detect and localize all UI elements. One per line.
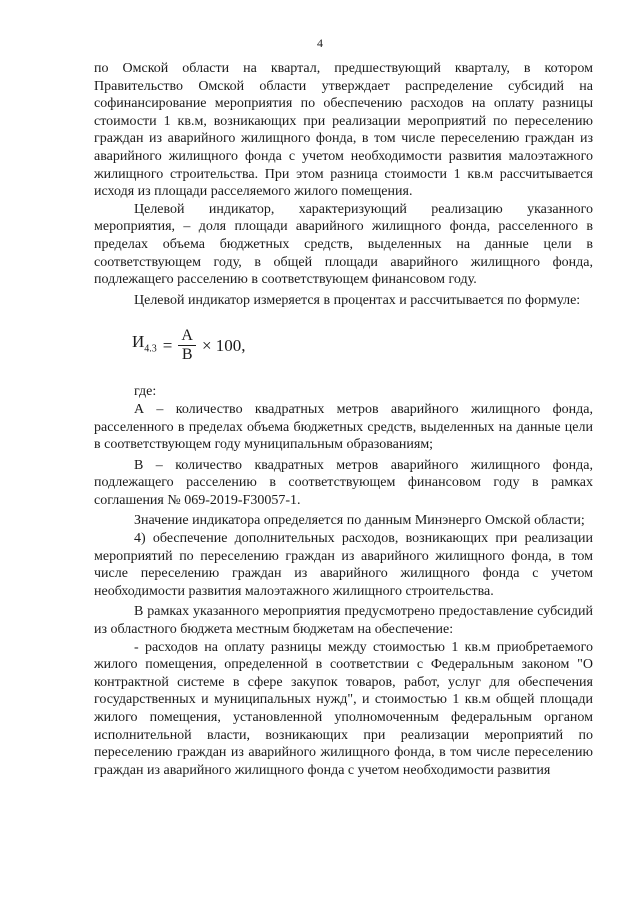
paragraph-where: где: <box>134 384 157 400</box>
formula-multiplier: × 100, <box>201 336 246 356</box>
formula-numerator: A <box>178 327 196 346</box>
paragraph-subsidies: В рамках указанного мероприятия предусмотрено предоставление субсидий из областного бюджета местным бюджетам на обеспечение: <box>94 604 593 638</box>
formula-denominator: B <box>181 346 193 364</box>
formula-variable: $И_{4.3}$ <box>132 332 157 355</box>
formula-fraction <box>178 327 196 364</box>
paragraph-indicator-measure: Целевой индикатор измеряется в процентах и рассчитывается по формуле: <box>134 292 581 308</box>
paragraph-target-indicator: Целевой индикатор, характеризующий реализацию указанного мероприятия, – доля площади аварийного жилищного фонда, расселенного в пределах объема бюджетных средств, выделенных на данные цели в соответствующем году, в общей площади аварийного жилищного фонда, подлежащего расселению в соответствующем финансовом году. <box>94 201 593 288</box>
page-number: 4 <box>317 36 323 50</box>
paragraph-continuation: по Омской области на квартал, предшествующий кварталу, в котором Правительство Омской области утверждает распределение субсидий на софинансирование мероприятия по обеспечению расходов на оплату разницы стоимости 1 кв.м, возникающих при реализации мероприятий по переселению граждан из аварийного жилищного фонда, в том числе переселению граждан из аварийного жилищного фонда с учетом необходимости развития малоэтажного жилищного строительства. При этом разница стоимости 1 кв.м рассчитывается исходя из площади расселяемого жилого помещения. <box>94 61 593 200</box>
document-body <box>94 60 593 779</box>
formula-equals: = <box>162 336 173 356</box>
formula-subscript: 4.3 <box>144 343 157 355</box>
paragraph-definition-a: А – количество квадратных метров аварийного жилищного фонда, расселенного в пределах объема бюджетных средств, выделенных на данные цели в соответствующем году муниципальным образованиям; <box>94 401 593 453</box>
paragraph-item-4: 4) обеспечение дополнительных расходов, возникающих при реализации мероприятий по переселению граждан из аварийного жилищного фонда, в том числе переселению граждан из аварийного жилищного фонда с учетом необходимости развития малоэтажного жилищного строительства. <box>94 531 593 599</box>
paragraph-indicator-source: Значение индикатора определяется по данным Минэнерго Омской области; <box>134 513 585 529</box>
paragraph-expenses-item: - расходов на оплату разницы между стоимостью 1 кв.м приобретаемого жилого помещения, определенной в соответствии с Федеральным законом "О контрактной системе в сфере закупок товаров, работ, услуг для обеспечения государственных и муниципальных нужд", и стоимостью 1 кв.м общей площади жилого помещения, установленной уполномоченным федеральным органом исполнительной власти, возникающих при реализации мероприятий по переселению граждан из аварийного жилищного фонда, в том числе переселению граждан из аварийного жилищного фонда с учетом необходимости развития <box>94 639 593 778</box>
formula-block <box>94 309 593 383</box>
paragraph-definition-b: В – количество квадратных метров аварийного жилищного фонда, подлежащего расселению в соответствующем финансовом году в рамках соглашения № 069-2019-F30057-1. <box>94 457 593 508</box>
